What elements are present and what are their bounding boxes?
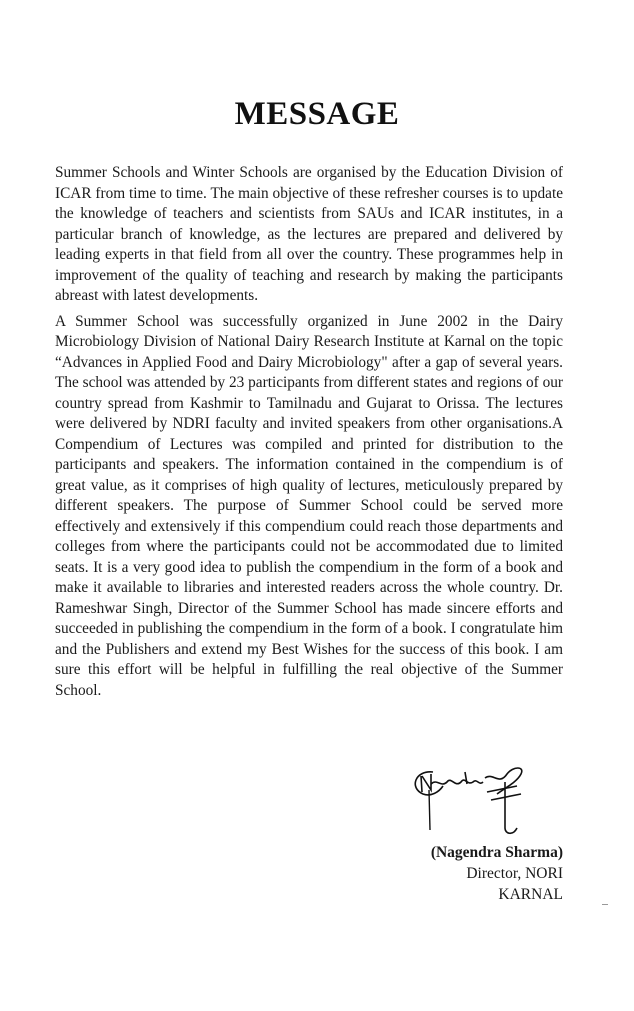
signatory-designation: Director, NORI — [466, 865, 563, 882]
signature-image — [405, 764, 565, 840]
message-body — [55, 163, 563, 701]
page-title: MESSAGE — [234, 96, 400, 132]
paragraph: A Summer School was successfully organized in June 2002 in the Dairy Microbiology Division of National Dairy Research Institute at Karnal on the topic “Advances in Applied Food and Dairy Microbiology" after a gap of several years. The school was attended by 23 participants from different states and regions of our country spread from Kashmir to Tamilnadu and Gujarat to Orissa. The lectures were delivered by NDRI faculty and invited speakers from other organisations.A Compendium of Lectures was compiled and printed for distribution to the participants and speakers. The information contained in the compendium is of great value, as it comprises of high quality of lectures, meticulously prepared by different speakers. The purpose of Summer School could be served more effectively and extensively if this compendium could reach those departments and colleges from where the participants could not be accommodated due to limited seats. It is a very good idea to publish the compendium in the form of a book and make it available to libraries and interested readers across the whole country. Dr. Rameshwar Singh, Director of the Summer School has made sincere efforts and succeeded in publishing the compendium in the form of a book. I congratulate him and the Publishers and extend my Best Wishes for the success of this book. I am sure this effort will be helpful in fulfilling the real objective of the Summer School. — [55, 312, 563, 699]
scan-mark — [602, 904, 608, 905]
signatory-name: (Nagendra Sharma) — [430, 844, 563, 861]
signatory-location: KARNAL — [498, 886, 563, 903]
signature-block — [431, 842, 563, 905]
paragraph: Summer Schools and Winter Schools are organised by the Education Division of ICAR from time to time. The main objective of these refresher courses is to update the knowledge of teachers and scientists from SAUs and ICAR institutes, in a particular branch of knowledge, as the lectures are prepared and delivered by leading experts in that field from all over the country. These programmes help in improvement of the quality of teaching and research by making the participants abreast with latest developments. — [55, 164, 563, 304]
